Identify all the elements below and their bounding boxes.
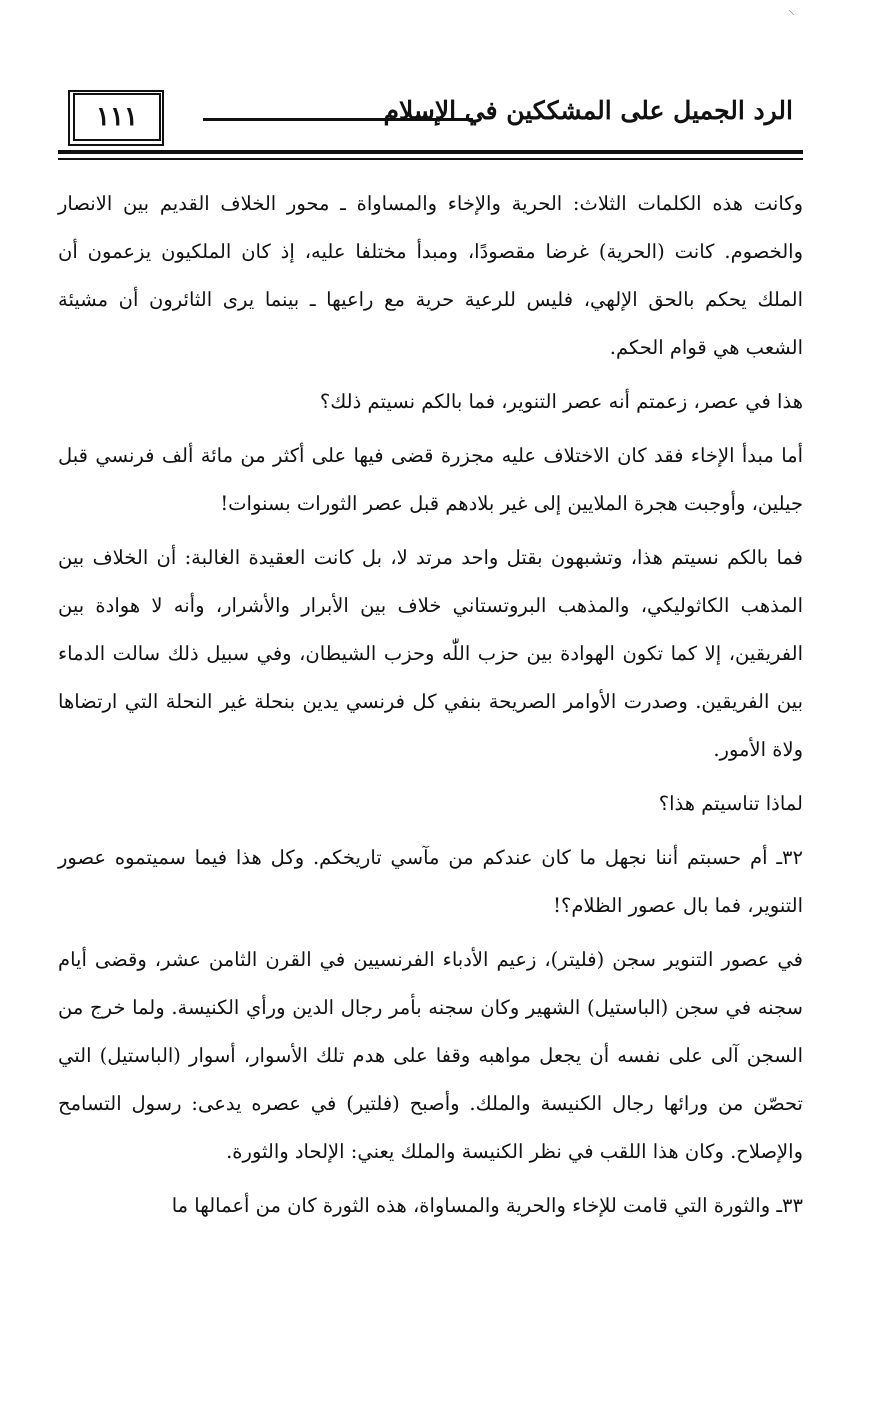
page-number: ١١١: [68, 90, 164, 146]
page-header: [58, 82, 803, 154]
paragraph-7: في عصور التنوير سجن (فليتر)، زعيم الأدباء الفرنسيين في القرن الثامن عشر، وقضى أيام سجنه في سجن (الباستيل) الشهير وكان سجنه بأمر رجال الدين ورأي الكنيسة. ولما خرج من السجن آلى على نفسه أن يجعل مواهبه وقفا على هدم تلك الأسوار، أسوار (الباستيل) التي تحصّن من ورائها رجال الكنيسة والملك. وأصبح (فلتير) في عصره يدعى: رسول التسامح والإصلاح. وكان هذا اللقب في نظر الكنيسة والملك يعني: الإلحاد والثورة.: [58, 948, 803, 1163]
paragraph-32: ٣٢ـ أم حسبتم أننا نجهل ما كان عندكم من مآسي تاريخكم. وكل هذا فيما سميتموه عصور التنوير، فما بال عصور الظلام؟!: [58, 846, 803, 917]
stray-mark: ⸜: [788, 2, 795, 18]
page-body: [58, 180, 803, 1236]
header-rule-thick: [58, 150, 803, 154]
paragraph-1: وكانت هذه الكلمات الثلاث: الحرية والإخاء والمساواة ـ محور الخلاف القديم بين الانصار والخصوم. كانت (الحرية) غرضا مقصودًا، ومبدأ مختلفا عليه، إذ كان الملكيون يزعمون أن الملك يحكم بالحق الإلهي، فليس للرعية حرية مع راعيها ـ بينما يرى الثائرون أن مشيئة الشعب هي قوام الحكم.: [58, 192, 803, 359]
paragraph-2: هذا في عصر، زعمتم أنه عصر التنوير، فما بالكم نسيتم ذلك؟: [319, 390, 803, 413]
book-title: الرد الجميل على المشككين في الإسلام: [383, 96, 793, 125]
paragraph-33: ٣٣ـ والثورة التي قامت للإخاء والحرية والمساواة، هذه الثورة كان من أعمالها ما: [171, 1194, 803, 1217]
paragraph-4: فما بالكم نسيتم هذا، وتشبهون بقتل واحد مرتد لا، بل كانت العقيدة الغالبة: أن الخلاف بين المذهب الكاثوليكي، والمذهب البروتستاني خلاف بين الأبرار والأشرار، وأنه لا هوادة بين الفريقين، إلا كما تكون الهوادة بين حزب اللّٰه وحزب الشيطان، وفي سبيل ذلك سالت الدماء بين الفريقين. وصدرت الأوامر الصريحة بنفي كل فرنسي يدين بنحلة غير النحلة التي ارتضاها ولاة الأمور.: [58, 546, 803, 761]
header-rule-thin: [58, 158, 803, 160]
paragraph-3: أما مبدأ الإخاء فقد كان الاختلاف عليه مجزرة قضى فيها على أكثر من مائة ألف فرنسي قبل جيلين، وأوجبت هجرة الملايين إلى غير بلادهم قبل عصر الثورات بسنوات!: [58, 444, 803, 515]
paragraph-5: لماذا تناسيتم هذا؟: [658, 792, 803, 815]
